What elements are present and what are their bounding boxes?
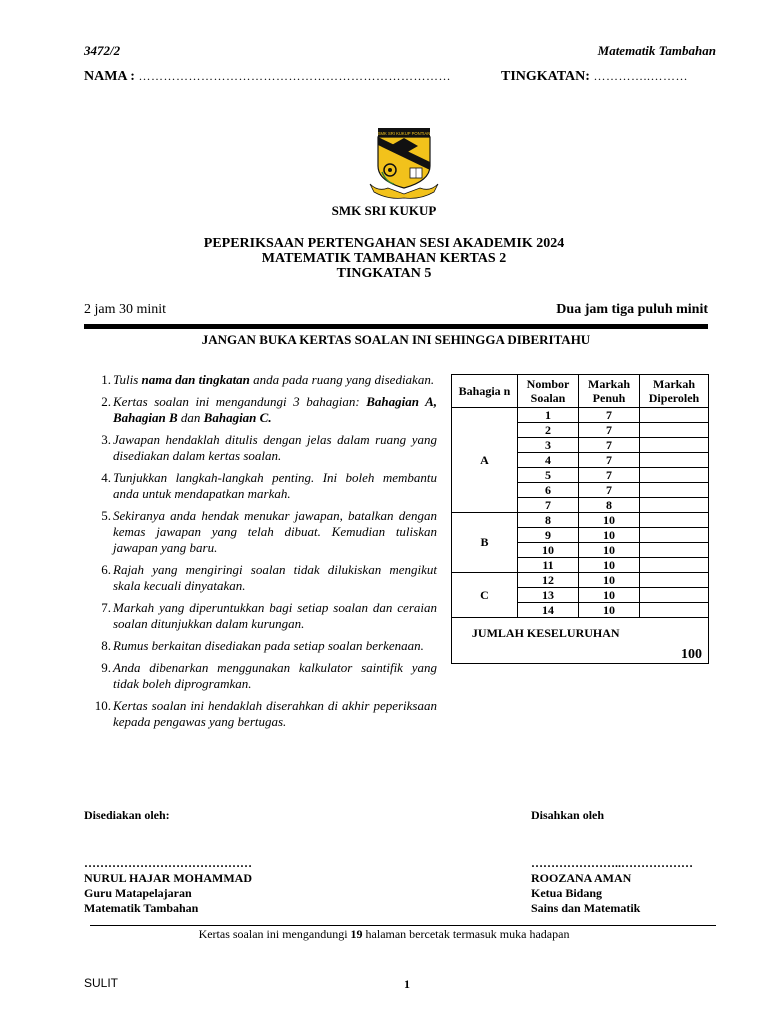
full-marks-cell: 10 (579, 528, 640, 543)
instructions-list (84, 372, 437, 736)
nama-field (84, 69, 451, 85)
section-cell: C (452, 573, 518, 618)
question-number-cell: 1 (518, 408, 579, 423)
question-number-cell: 5 (518, 468, 579, 483)
full-marks-cell: 10 (579, 603, 640, 618)
crest-banner-text: SMK SRI KUKUP PONTIAN (377, 131, 431, 136)
instruction-item: 1. Tulis nama dan tingkatan anda pada ruang yang disediakan. (101, 372, 435, 387)
instruction-item: 7. Markah yang diperuntukkan bagi setiap soalan dan ceraian soalan ditunjukkan dalam kurungan. (101, 600, 437, 631)
obtained-marks-cell[interactable] (640, 408, 709, 423)
full-marks-cell: 7 (579, 483, 640, 498)
duration-words: Dua jam tiga puluh minit (556, 302, 708, 317)
prepared-name: NURUL HAJAR MOHAMMAD (84, 871, 252, 885)
question-number-cell: 11 (518, 558, 579, 573)
nama-label: NAMA : (84, 69, 135, 84)
question-number-cell: 3 (518, 438, 579, 453)
question-number-cell: 12 (518, 573, 579, 588)
obtained-marks-cell[interactable] (640, 588, 709, 603)
header-bahagian: Bahagia n (452, 375, 518, 408)
tingkatan-field (501, 69, 688, 85)
obtained-marks-cell[interactable] (640, 513, 709, 528)
exam-title-line1: PEPERIKSAAN PERTENGAHAN SESI AKADEMIK 2024 (203, 236, 565, 251)
question-number-cell: 13 (518, 588, 579, 603)
instruction-item: 6. Rajah yang mengiringi soalan tidak dilukiskan mengikut skala kecuali dinyatakan. (101, 562, 437, 593)
marks-row (452, 573, 709, 588)
obtained-marks-cell[interactable] (640, 498, 709, 513)
full-marks-cell: 8 (579, 498, 640, 513)
verified-by-label: Disahkan oleh (531, 808, 605, 822)
full-marks-cell: 10 (579, 543, 640, 558)
marks-table (451, 374, 709, 664)
duration-numeric: 2 jam 30 minit (84, 302, 167, 317)
full-marks-cell: 7 (579, 408, 640, 423)
section-cell: A (452, 408, 518, 513)
prepared-signature-block (84, 856, 252, 916)
instruction-item: 2. Kertas soalan ini mengandungi 3 bahagian: Bahagian A, Bahagian B dan Bahagian C. (101, 394, 437, 425)
obtained-marks-cell[interactable] (640, 573, 709, 588)
obtained-marks-cell[interactable] (640, 423, 709, 438)
school-name: SMK SRI KUKUP (331, 203, 437, 218)
full-marks-cell: 10 (579, 513, 640, 528)
header-markah-diperoleh: Markah Diperoleh (640, 375, 709, 408)
page-number: 1 (404, 977, 410, 991)
exam-title-line3: TINGKATAN 5 (336, 266, 432, 281)
prepared-dept: Matematik Tambahan (84, 901, 199, 915)
school-crest-icon (368, 126, 440, 200)
instruction-item: 4. Tunjukkan langkah-langkah penting. Ini boleh membantu anda untuk mendapatkan markah. (101, 470, 437, 501)
obtained-marks-cell[interactable] (640, 603, 709, 618)
obtained-marks-cell[interactable] (640, 558, 709, 573)
prepared-role: Guru Matapelajaran (84, 886, 192, 900)
total-value: 100 (640, 618, 709, 664)
verified-role: Ketua Bidang (531, 886, 603, 900)
full-marks-cell: 7 (579, 423, 640, 438)
instruction-item: 5. Sekiranya anda hendak menukar jawapan, batalkan dengan kemas jawapan yang telah dibuat. Kemudian tuliskan jawapan yang baru. (101, 508, 437, 555)
section-cell: B (452, 513, 518, 573)
full-marks-cell: 10 (579, 573, 640, 588)
question-number-cell: 7 (518, 498, 579, 513)
question-number-cell: 4 (518, 453, 579, 468)
exam-title-line2: MATEMATIK TAMBAHAN KERTAS 2 (261, 251, 507, 266)
full-marks-cell: 10 (579, 558, 640, 573)
question-number-cell: 14 (518, 603, 579, 618)
full-marks-cell: 7 (579, 453, 640, 468)
header-divider (84, 324, 708, 329)
verified-name: ROOZANA AMAN (531, 871, 632, 885)
total-label: JUMLAH KESELURUHAN (452, 618, 640, 664)
instruction-item: 3. Jawapan hendaklah ditulis dengan jelas dalam ruang yang disediakan dalam kertas soalan. (101, 432, 437, 463)
obtained-marks-cell[interactable] (640, 438, 709, 453)
verified-signature-line: …………………..……………… (531, 856, 693, 870)
full-marks-cell: 10 (579, 588, 640, 603)
instruction-item: 10. Kertas soalan ini hendaklah diserahkan di akhir peperiksaan kepada pengawas yang bertugas. (94, 698, 437, 729)
question-number-cell: 9 (518, 528, 579, 543)
full-marks-cell: 7 (579, 438, 640, 453)
warning-text: JANGAN BUKA KERTAS SOALAN INI SEHINGGA DIBERITAHU (201, 332, 591, 347)
instruction-item: 8. Rumus berkaitan disediakan pada setiap soalan berkenaan. (101, 638, 424, 653)
header-nombor-soalan: Nombor Soalan (518, 375, 579, 408)
paper-code: 3472/2 (84, 43, 121, 58)
page-count-note: Kertas soalan ini mengandungi 19 halaman bercetak termasuk muka hadapan (198, 927, 570, 941)
total-row (452, 618, 709, 664)
marks-row (452, 408, 709, 423)
obtained-marks-cell[interactable] (640, 543, 709, 558)
obtained-marks-cell[interactable] (640, 453, 709, 468)
footer-divider (90, 925, 716, 926)
marks-row (452, 513, 709, 528)
question-number-cell: 10 (518, 543, 579, 558)
question-number-cell: 8 (518, 513, 579, 528)
marks-table-header (452, 375, 709, 408)
paper-subject: Matematik Tambahan (597, 43, 716, 58)
header-markah-penuh: Markah Penuh (579, 375, 640, 408)
tingkatan-label: TINGKATAN: (501, 69, 590, 84)
instruction-item: 9. Anda dibenarkan menggunakan kalkulator saintifik yang tidak boleh diprogramkan. (101, 660, 437, 691)
full-marks-cell: 7 (579, 468, 640, 483)
exam-title (0, 236, 768, 281)
nama-dots: ………………………………………………………………… (138, 69, 451, 83)
verified-signature-block (531, 856, 693, 916)
obtained-marks-cell[interactable] (640, 468, 709, 483)
prepared-by-label: Disediakan oleh: (84, 808, 170, 822)
sulit-label: SULIT (84, 976, 119, 990)
verified-dept: Sains dan Matematik (531, 901, 641, 915)
tingkatan-dots: …………..……… (593, 69, 688, 83)
question-number-cell: 6 (518, 483, 579, 498)
prepared-signature-line: …………………………………… (84, 856, 252, 870)
obtained-marks-cell[interactable] (640, 528, 709, 543)
obtained-marks-cell[interactable] (640, 483, 709, 498)
question-number-cell: 2 (518, 423, 579, 438)
